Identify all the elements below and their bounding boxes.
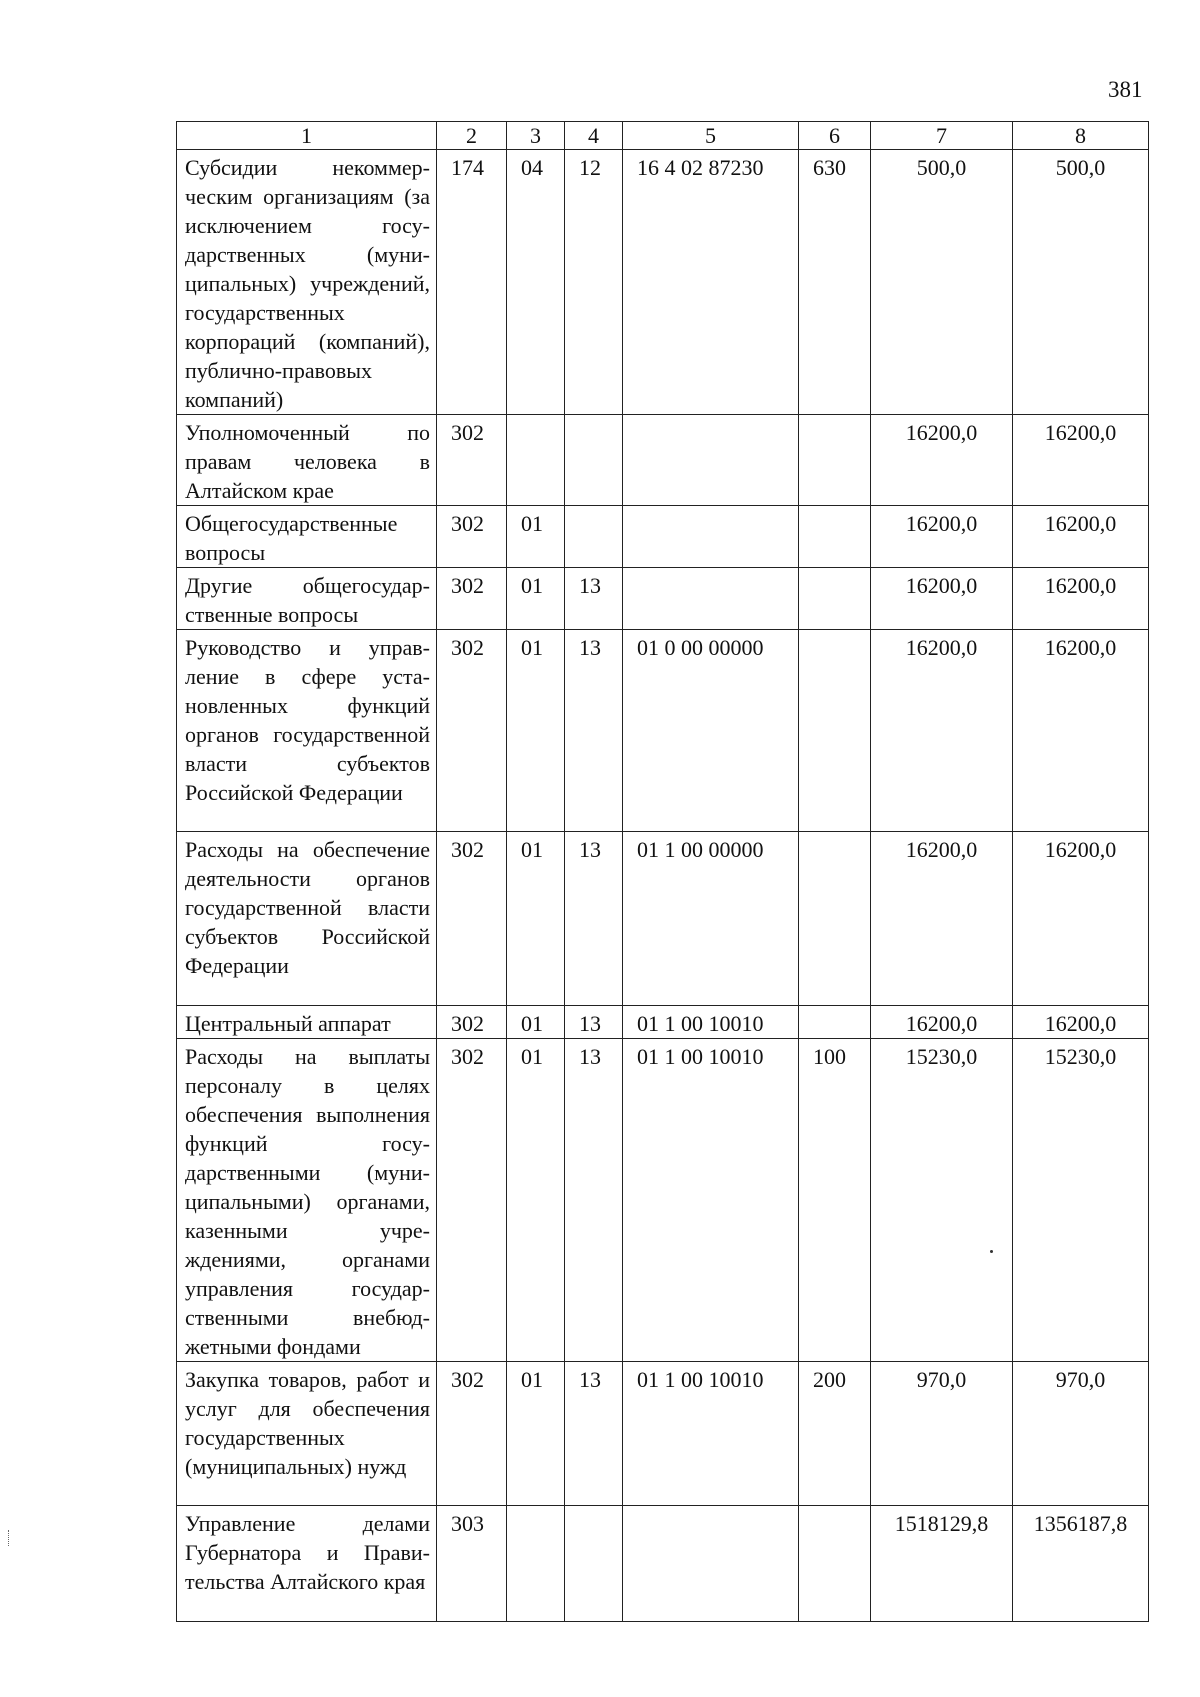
cell-amount-7: 15230,0 [871, 1039, 1013, 1362]
cell-admin-code: 302 [437, 1362, 507, 1506]
cell-target-article [623, 568, 799, 630]
cell-admin-code: 302 [437, 568, 507, 630]
cell-amount-8: 16200,0 [1013, 1006, 1149, 1039]
cell-amount-7: 16200,0 [871, 568, 1013, 630]
table-row [177, 1039, 1149, 1362]
column-header: 5 [623, 122, 799, 150]
cell-section: 01 [507, 832, 565, 1006]
column-header: 6 [799, 122, 871, 150]
cell-subsection: 13 [565, 568, 623, 630]
cell-amount-8: 16200,0 [1013, 630, 1149, 832]
cell-subsection [565, 506, 623, 568]
cell-subsection [565, 1506, 623, 1622]
cell-amount-8: 16200,0 [1013, 506, 1149, 568]
cell-target-article [623, 415, 799, 506]
cell-target-article [623, 506, 799, 568]
cell-amount-7: 16200,0 [871, 415, 1013, 506]
column-header: 2 [437, 122, 507, 150]
table-row [177, 1506, 1149, 1622]
column-header: 3 [507, 122, 565, 150]
cell-amount-7: 16200,0 [871, 506, 1013, 568]
cell-subsection: 13 [565, 832, 623, 1006]
cell-subsection: 12 [565, 150, 623, 415]
cell-section: 01 [507, 1039, 565, 1362]
table-row [177, 1362, 1149, 1506]
cell-target-article: 01 1 00 10010 [623, 1006, 799, 1039]
cell-admin-code: 302 [437, 506, 507, 568]
row-name: Другие общегосударственные вопросы [177, 568, 437, 630]
table-row [177, 150, 1149, 415]
cell-expense-type [799, 1006, 871, 1039]
cell-amount-8: 16200,0 [1013, 415, 1149, 506]
table-row [177, 832, 1149, 1006]
row-name: Руководство и управление в сфере установленных функций органов государственной власти субъектов Российской Федерации [177, 630, 437, 832]
cell-admin-code: 302 [437, 832, 507, 1006]
cell-target-article: 01 1 00 00000 [623, 832, 799, 1006]
cell-expense-type [799, 1506, 871, 1622]
cell-expense-type: 630 [799, 150, 871, 415]
row-name: Расходы на выплаты персоналу в целях обеспечения выполнения функций государственными (муниципальными) органами, казенными учреждениями, органами управления государственными внебюджетными фондами [177, 1039, 437, 1362]
cell-subsection: 13 [565, 1362, 623, 1506]
cell-expense-type [799, 832, 871, 1006]
row-name: Общегосударственные вопросы [177, 506, 437, 568]
cell-admin-code: 174 [437, 150, 507, 415]
cell-amount-8: 16200,0 [1013, 568, 1149, 630]
cell-target-article [623, 1506, 799, 1622]
cell-expense-type: 100 [799, 1039, 871, 1362]
column-header: 8 [1013, 122, 1149, 150]
cell-section: 01 [507, 630, 565, 832]
table-row [177, 1006, 1149, 1039]
cell-admin-code: 302 [437, 1006, 507, 1039]
scan-margin-mark [8, 1530, 11, 1546]
page-number: 381 [1108, 77, 1143, 102]
column-header: 1 [177, 122, 437, 150]
cell-section: 01 [507, 506, 565, 568]
cell-admin-code: 302 [437, 630, 507, 832]
cell-section: 01 [507, 568, 565, 630]
cell-admin-code: 303 [437, 1506, 507, 1622]
cell-amount-8: 16200,0 [1013, 832, 1149, 1006]
cell-amount-8: 970,0 [1013, 1362, 1149, 1506]
cell-subsection: 13 [565, 630, 623, 832]
cell-subsection: 13 [565, 1006, 623, 1039]
row-name: Субсидии некоммерческим организациям (за исключением государственных (муниципальных) учреждений, государственных корпораций (компаний), публично-правовых компаний) [177, 150, 437, 415]
cell-amount-7: 16200,0 [871, 630, 1013, 832]
cell-amount-7: 16200,0 [871, 1006, 1013, 1039]
cell-target-article: 01 1 00 10010 [623, 1039, 799, 1362]
cell-admin-code: 302 [437, 1039, 507, 1362]
cell-amount-8: 500,0 [1013, 150, 1149, 415]
row-name: Уполномоченный по правам человека в Алтайском крае [177, 415, 437, 506]
table-row [177, 568, 1149, 630]
row-name: Закупка товаров, работ и услуг для обеспечения государственных (муниципальных) нужд [177, 1362, 437, 1506]
cell-expense-type [799, 568, 871, 630]
cell-section: 01 [507, 1006, 565, 1039]
cell-amount-7: 970,0 [871, 1362, 1013, 1506]
cell-section [507, 415, 565, 506]
cell-section [507, 1506, 565, 1622]
column-header: 7 [871, 122, 1013, 150]
scan-speck [990, 1250, 993, 1253]
cell-target-article: 16 4 02 87230 [623, 150, 799, 415]
column-header: 4 [565, 122, 623, 150]
cell-expense-type: 200 [799, 1362, 871, 1506]
cell-target-article: 01 1 00 10010 [623, 1362, 799, 1506]
cell-amount-8: 1356187,8 [1013, 1506, 1149, 1622]
cell-expense-type [799, 415, 871, 506]
cell-section: 04 [507, 150, 565, 415]
cell-subsection: 13 [565, 1039, 623, 1362]
cell-amount-8: 15230,0 [1013, 1039, 1149, 1362]
cell-expense-type [799, 506, 871, 568]
cell-admin-code: 302 [437, 415, 507, 506]
cell-section: 01 [507, 1362, 565, 1506]
row-name: Расходы на обеспечение деятельности органов государственной власти субъектов Российской Федерации [177, 832, 437, 1006]
cell-target-article: 01 0 00 00000 [623, 630, 799, 832]
cell-expense-type [799, 630, 871, 832]
cell-amount-7: 1518129,8 [871, 1506, 1013, 1622]
cell-amount-7: 500,0 [871, 150, 1013, 415]
row-name: Центральный аппарат [177, 1006, 437, 1039]
cell-subsection [565, 415, 623, 506]
table-row [177, 506, 1149, 568]
table-header-row [177, 122, 1149, 150]
budget-table [176, 121, 1149, 1622]
row-name: Управление делами Губернатора и Правительства Алтайского края [177, 1506, 437, 1622]
table-row [177, 415, 1149, 506]
cell-amount-7: 16200,0 [871, 832, 1013, 1006]
table-row [177, 630, 1149, 832]
